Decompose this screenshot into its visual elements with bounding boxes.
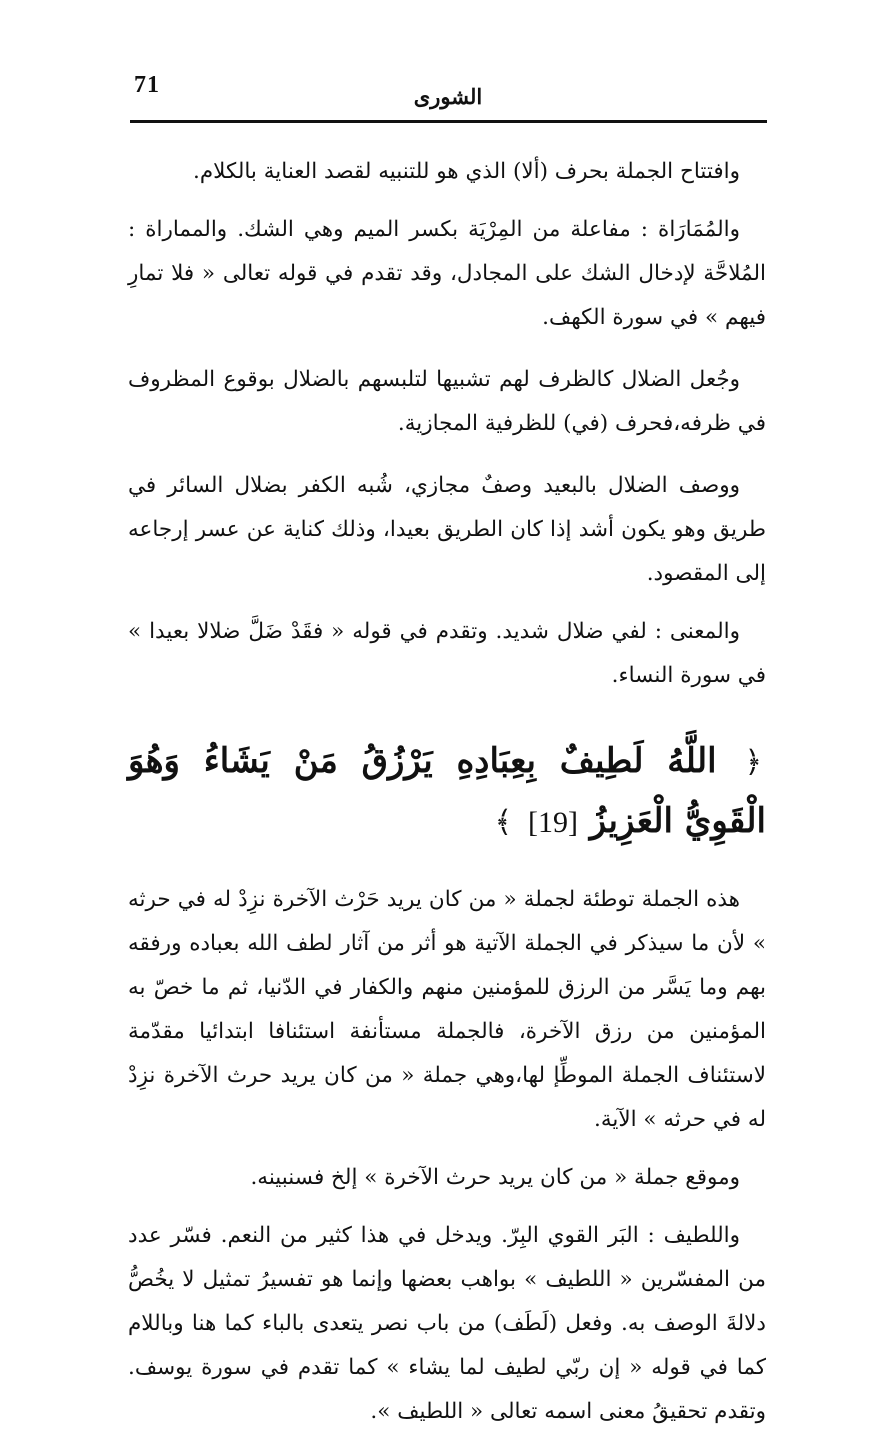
verse-open-bracket: ﴿ [744,745,763,780]
body-text [128,150,766,1448]
paragraph: ووصف الضلال بالبعيد وصفٌ مجازي، شُبه الكفر بضلال السائر في طريق وهو يكون أشد إذا كان الطريق بعيدا، وذلك كناية عن عسر إرجاعه إلى المقصود. [128,473,766,586]
verse-text: اللَّهُ لَطِيفٌ بِعِبَادِهِ يَرْزُقُ مَنْ يَشَاءُ وَهُوَ الْقَوِيُّ الْعَزِيزُ [128,741,766,841]
paragraph: وجُعل الضلال كالظرف لهم تشبيها لتلبسهم بالضلال بوقوع المظروف في ظرفه،فحرف (في) للظرفية المجازية. [128,367,766,436]
verse-number: [19] [527,806,578,839]
verse-close-bracket: ﴾ [494,805,513,840]
paragraph: هذه الجملة توطئة لجملة « من كان يريد حَرْث الآخرة نزِدْ له في حرثه » لأن ما سيذكر في الجملة الآتية هو أثر من آثار لطف الله بعباده ورفقه بهم وما يَسَّر من الرزق للمؤمنين منهم والكفار في الدّنيا، ثم ما خصّ به المؤمنين من رزق الآخرة، فالجملة مستأنفة استئنافا ابتدائيا مقدّمة لاستئناف الجملة الموطِّإ لها،وهي جملة « من كان يريد حرث الآخرة نزِدْ له في حرثه » الآية. [128,887,766,1132]
paragraph: والمُمَارَاة : مفاعلة من المِرْيَة بكسر الميم وهي الشك. والمماراة : المُلاحَّة لإدخال الشك على المجادل، وقد تقدم في قوله تعالى « فلا تمارِ فيهم » في سورة الكهف. [128,217,766,330]
paragraph: وافتتاح الجملة بحرف (ألا) الذي هو للتنبيه لقصد العناية بالكلام. [192,159,740,184]
quran-verse [128,732,766,852]
running-title: الشورى [413,84,483,109]
paragraph: وموقع جملة « من كان يريد حرث الآخرة » إلخ فسنبينه. [250,1165,740,1190]
paragraph: واللطيف : البَر القوي البِرّ. ويدخل في هذا كثير من النعم. فسّر عدد من المفسّرين « اللطيف » بواهب بعضها وإنما هو تفسيرُ تمثيل لا يخُصُّ دلالةَ الوصف به. وفعل (لَطَف) من باب نصر يتعدى بالباء كما هنا وباللام كما في قوله « إن ربّي لطيف لما يشاء » كما تقدم في سورة يوسف. وتقدم تحقيقُ معنى اسمه تعالى « اللطيف ». [128,1223,766,1424]
page-number: 71 [134,72,160,98]
header-rule [130,120,767,123]
paragraph: والمعنى : لفي ضلال شديد. وتقدم في قوله « فقَدْ ضَلَّ ضلالا بعيدا » في سورة النساء. [128,619,766,688]
page-header [128,70,768,120]
